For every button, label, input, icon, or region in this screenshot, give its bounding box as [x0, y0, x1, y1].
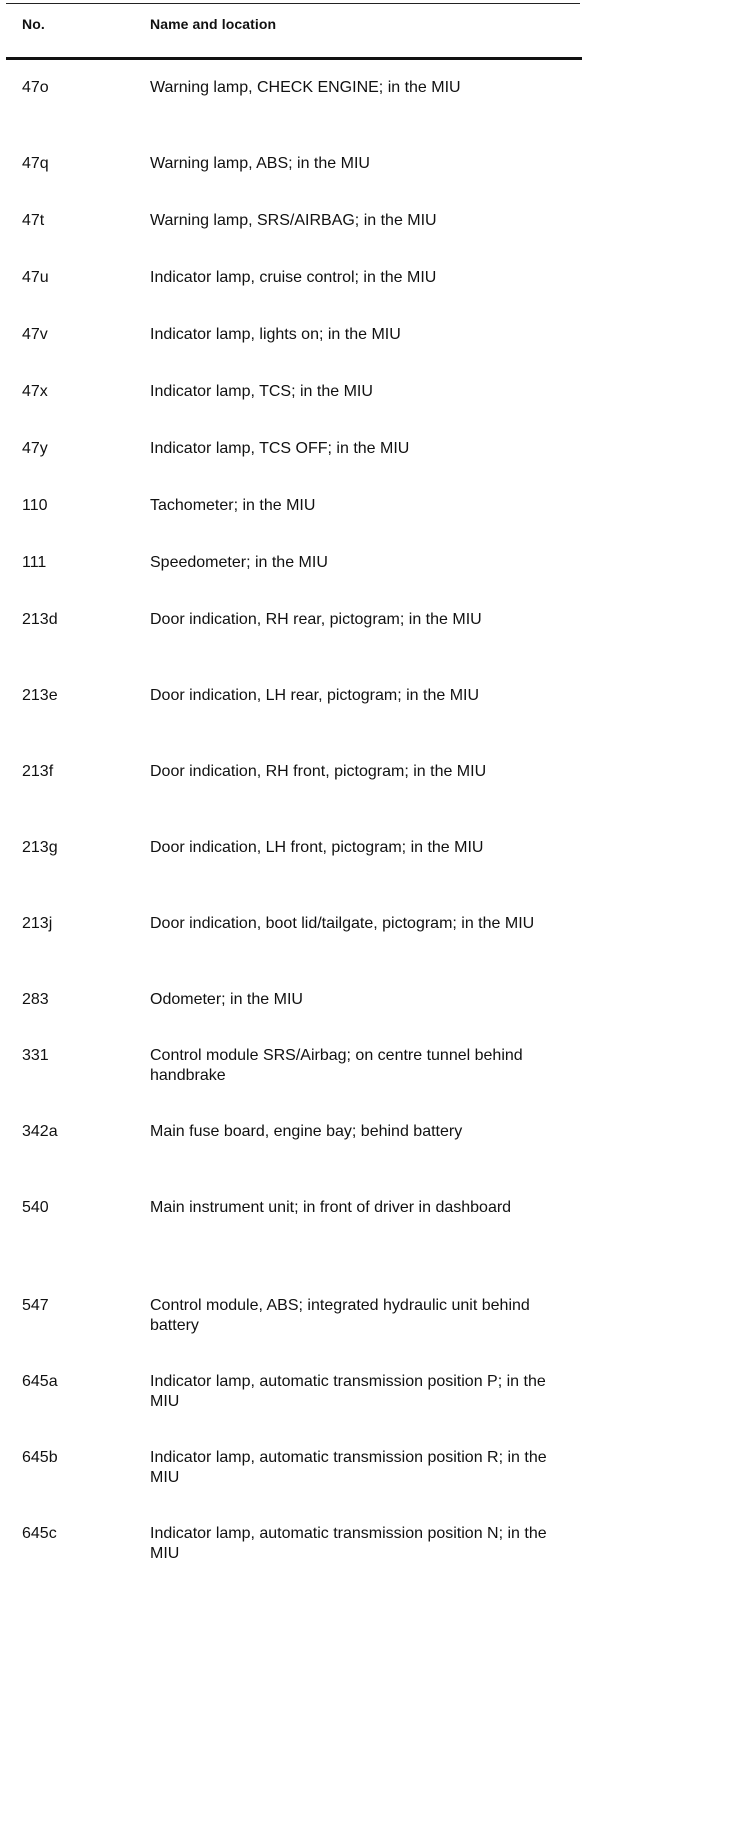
row-name-location: Warning lamp, SRS/AIRBAG; in the MIU — [150, 212, 437, 229]
row-name-location: Control module SRS/Airbag; on centre tunnel behind handbrake — [150, 1047, 523, 1084]
row-number: 645c — [22, 1525, 57, 1542]
row-name-location: Door indication, boot lid/tailgate, pictogram; in the MIU — [150, 915, 535, 932]
row-name-location: Warning lamp, CHECK ENGINE; in the MIU — [150, 79, 461, 96]
row-name-location: Indicator lamp, automatic transmission position N; in the MIU — [150, 1525, 547, 1562]
row-number: 213j — [22, 915, 53, 932]
row-number: 547 — [22, 1297, 49, 1314]
row-number: 47t — [22, 212, 45, 229]
row-name-location: Door indication, LH front, pictogram; in the MIU — [150, 839, 484, 856]
row-name-location: Odometer; in the MIU — [150, 991, 303, 1008]
row-number: 342a — [22, 1123, 58, 1140]
row-name-location: Door indication, LH rear, pictogram; in the MIU — [150, 687, 480, 704]
row-number: 540 — [22, 1199, 49, 1216]
row-name-location: Door indication, RH rear, pictogram; in the MIU — [150, 611, 482, 628]
row-name-location: Door indication, RH front, pictogram; in the MIU — [150, 763, 487, 780]
row-number: 47v — [22, 326, 48, 343]
row-name-location: Tachometer; in the MIU — [150, 497, 316, 514]
row-name-location: Warning lamp, ABS; in the MIU — [150, 155, 370, 172]
row-number: 47q — [22, 155, 49, 172]
row-name-location: Main fuse board, engine bay; behind battery — [150, 1123, 463, 1140]
row-number: 47y — [22, 440, 48, 457]
row-number: 331 — [22, 1047, 49, 1064]
row-number: 47x — [22, 383, 48, 400]
row-number: 213f — [22, 763, 54, 780]
row-number: 213d — [22, 611, 58, 628]
row-name-location: Control module, ABS; integrated hydraulic unit behind battery — [150, 1297, 530, 1334]
row-number: 645a — [22, 1373, 58, 1390]
row-name-location: Indicator lamp, automatic transmission position R; in the MIU — [150, 1449, 547, 1486]
row-name-location: Indicator lamp, TCS; in the MIU — [150, 383, 373, 400]
column-header-no: No. — [22, 16, 45, 32]
row-name-location: Indicator lamp, lights on; in the MIU — [150, 326, 401, 343]
row-name-location: Indicator lamp, automatic transmission position P; in the MIU — [150, 1373, 546, 1410]
column-header-name: Name and location — [150, 16, 277, 32]
row-name-location: Indicator lamp, TCS OFF; in the MIU — [150, 440, 410, 457]
row-number: 645b — [22, 1449, 58, 1466]
row-number: 47o — [22, 79, 49, 96]
row-number: 110 — [22, 497, 48, 514]
row-number: 213g — [22, 839, 58, 856]
row-name-location: Indicator lamp, cruise control; in the MIU — [150, 269, 437, 286]
row-number: 213e — [22, 687, 58, 704]
row-name-location: Main instrument unit; in front of driver in dashboard — [150, 1199, 512, 1216]
row-number: 111 — [22, 554, 47, 571]
row-number: 47u — [22, 269, 49, 286]
row-number: 283 — [22, 991, 49, 1008]
row-name-location: Speedometer; in the MIU — [150, 554, 328, 571]
